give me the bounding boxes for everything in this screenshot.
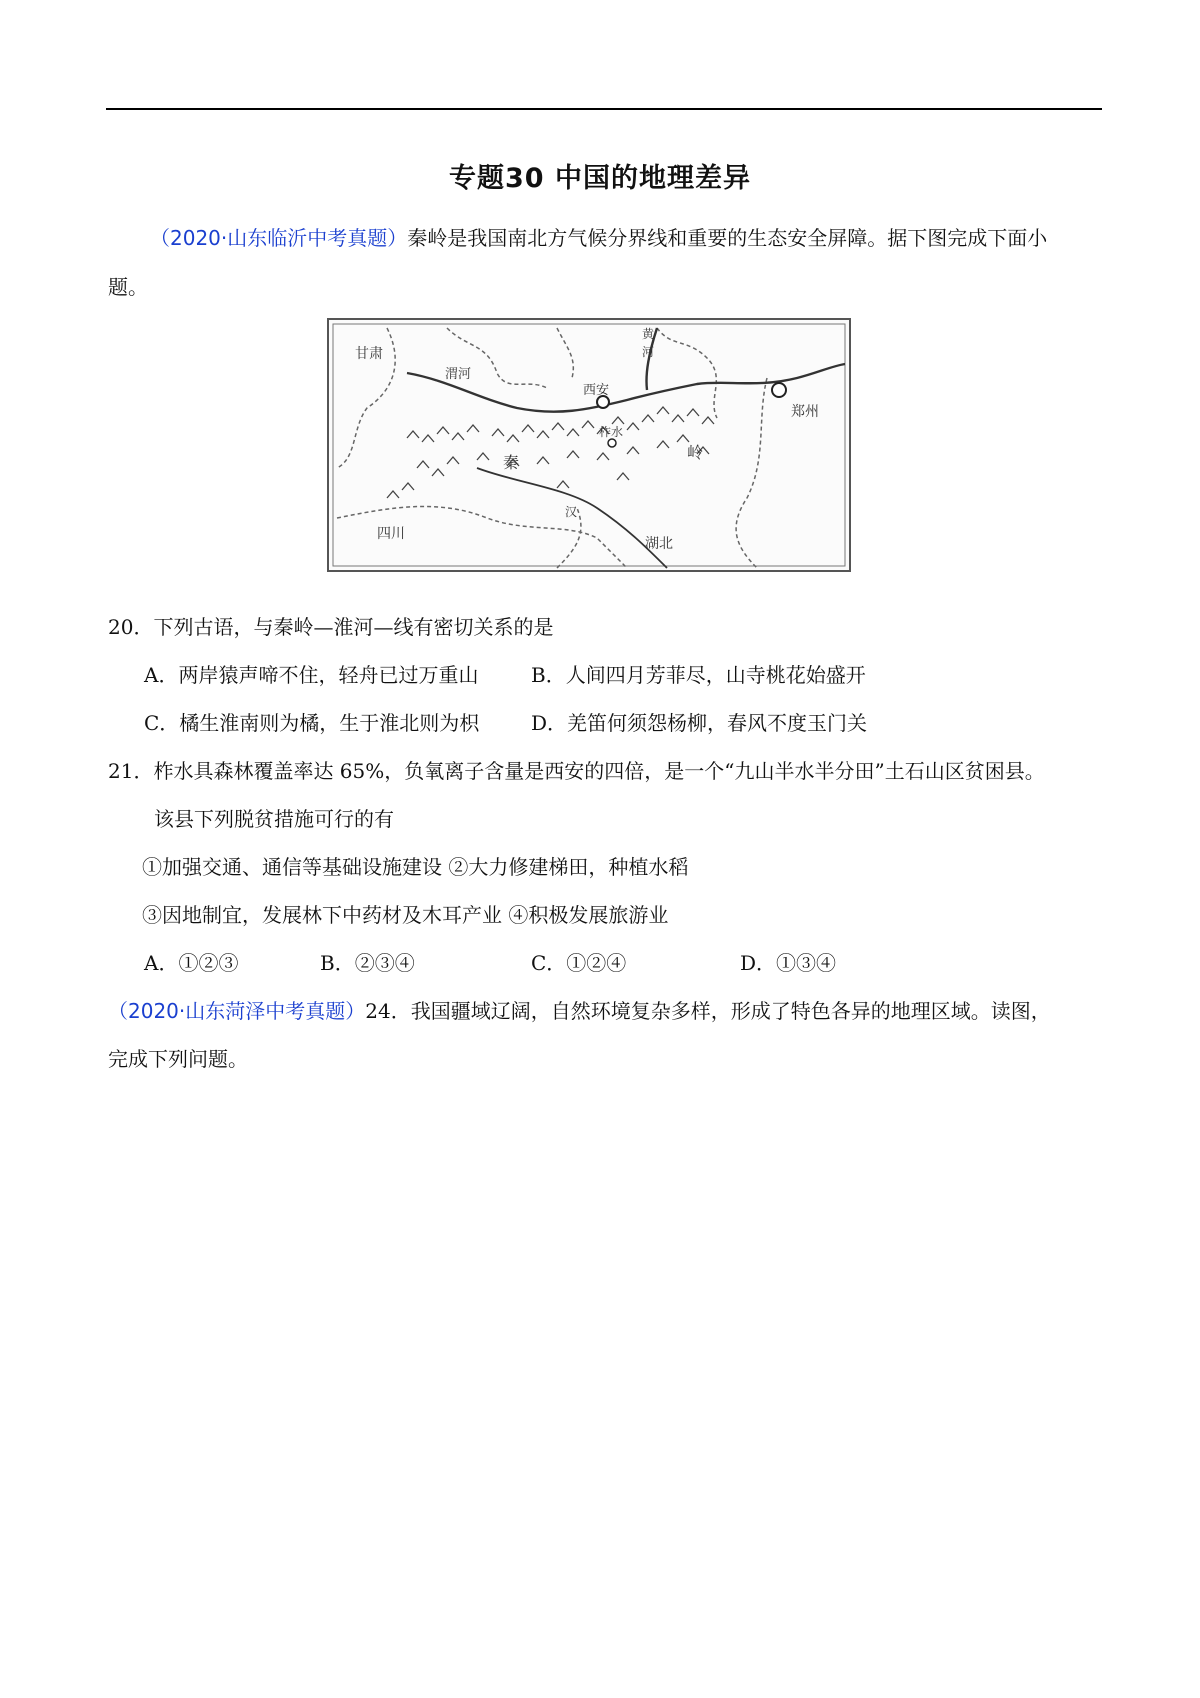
svg-text:郑州: 郑州 [791, 404, 819, 420]
q21-measures-2: ③因地制宜，发展林下中药材及木耳产业 ④积极发展旅游业 [142, 903, 669, 927]
question-20-stem: 20．下列古语，与秦岭—淮河—线有密切关系的是 [108, 615, 554, 639]
zhengzhou-city-marker [772, 383, 786, 397]
svg-text:河: 河 [642, 345, 655, 359]
svg-text:渭河: 渭河 [445, 367, 472, 382]
intro-text: 24．我国疆域辽阔，自然环境复杂多样，形成了特色各异的地理区域。读图， [365, 999, 1051, 1023]
svg-text:汉: 汉 [565, 505, 578, 519]
qinling-map [327, 318, 851, 572]
svg-text:秦: 秦 [503, 453, 520, 472]
q21-option-c: C．①②④ [531, 951, 627, 975]
svg-text:四川: 四川 [377, 526, 405, 542]
intro-text: 秦岭是我国南北方气候分界线和重要的生态安全屏障。据下图完成下面小 [407, 226, 1048, 250]
svg-text:湖北: 湖北 [645, 536, 673, 552]
svg-text:柞水: 柞水 [599, 425, 624, 439]
q20-option-d: D．羌笛何须怨杨柳，春风不度玉门关 [531, 711, 868, 735]
source-tag: （2020·山东临沂中考真题） [150, 226, 408, 250]
q20-option-b: B．人间四月芳菲尽，山寺桃花始盛开 [531, 663, 866, 687]
svg-text:西安: 西安 [583, 383, 610, 398]
question-21-stem: 21．柞水具森林覆盖率达 65%，负氧离子含量是西安的四倍，是一个“九山半水半分田”土石山区贫困县。 [108, 759, 1045, 783]
svg-text:黄: 黄 [642, 327, 655, 341]
page-title: 专题30 中国的地理差异 [449, 163, 751, 194]
q21-option-d: D．①③④ [740, 951, 837, 975]
q21-option-b: B．②③④ [320, 951, 415, 975]
svg-text:甘肃: 甘肃 [355, 346, 383, 362]
intro-2-continuation: 完成下列问题。 [108, 1047, 248, 1071]
header-rule [106, 108, 1102, 110]
source-tag: （2020·山东菏泽中考真题） [108, 999, 366, 1023]
question-21-stem-cont: 该县下列脱贫措施可行的有 [154, 807, 394, 831]
q21-option-a: A．①②③ [144, 951, 239, 975]
zhashui-marker [608, 439, 616, 447]
q20-option-a: A．两岸猿声啼不住，轻舟已过万重山 [144, 663, 479, 687]
svg-text:岭: 岭 [687, 443, 704, 462]
q20-option-c: C．橘生淮南则为橘，生于淮北则为枳 [144, 711, 480, 735]
intro-paragraph-1 [150, 222, 1047, 251]
intro-paragraph-2 [108, 995, 1051, 1024]
q21-measures-1: ①加强交通、通信等基础设施建设 ②大力修建梯田，种植水稻 [142, 855, 689, 879]
intro-continuation: 题。 [108, 275, 148, 299]
